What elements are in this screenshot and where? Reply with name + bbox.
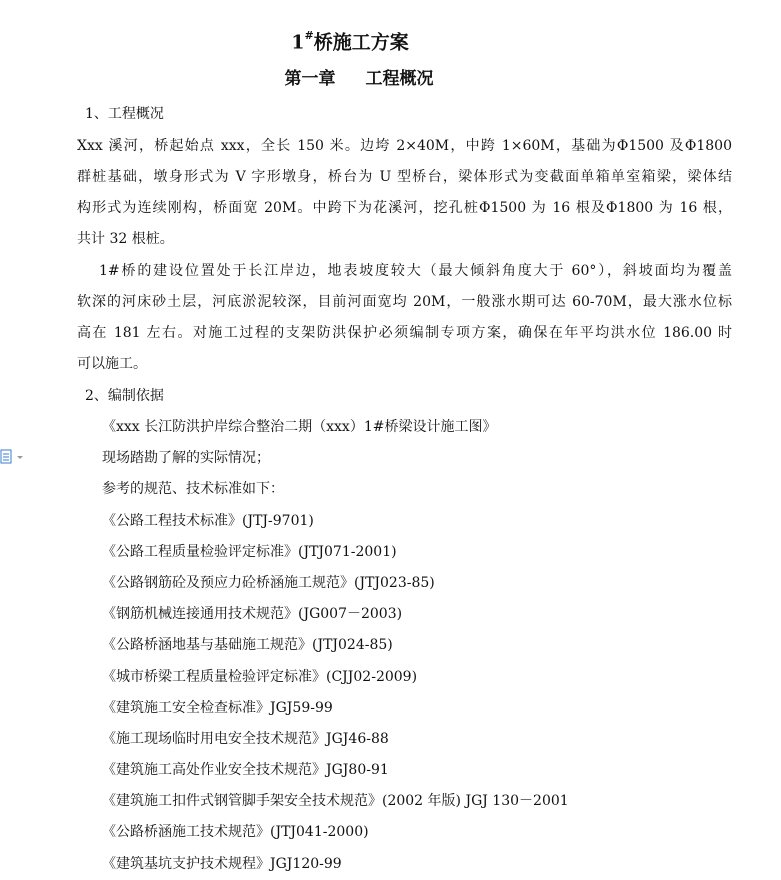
overview-paragraph (77, 131, 732, 255)
basis-list (102, 412, 569, 880)
list-item: 《公路工程技术标准》(JTJ-9701) (102, 512, 314, 529)
paragraph-line: 共计 32 根桩。 (77, 231, 174, 247)
document-icon[interactable] (0, 448, 26, 466)
list-item: 《钢筋机械连接通用技术规范》(JG007－2003) (102, 606, 403, 623)
list-item: 《建筑基坑支护技术规程》JGJ120-99 (102, 855, 342, 872)
paragraph-line: 群桩基础，墩身形式为 V 字形墩身，桥台为 U 型桥台，梁体形式为变截面单箱单室箱梁，梁体结 (77, 169, 732, 185)
chapter-number: 第一章 (284, 69, 336, 89)
list-item: 《xxx 长江防洪护岸综合整治二期（xxx）1#桥梁设计施工图》 (102, 419, 497, 435)
section-heading-basis: 2、编制依据 (85, 388, 164, 404)
list-item: 《建筑施工安全检查标准》JGJ59-99 (102, 699, 333, 716)
paragraph-line: 高在 181 左右。对施工过程的支架防洪保护必须编制专项方案，确保在年平均洪水位 186.00 时 (77, 325, 732, 341)
paragraph-line: 构形式为连续刚构，桥面宽 20M。中跨下为花溪河，挖孔桩Φ1500 为 16 根及Φ1800 为 16 根， (77, 200, 732, 216)
section-heading-overview: 1、工程概况 (85, 106, 164, 122)
list-item: 《建筑施工扣件式钢管脚手架安全技术规范》(2002 年版) JGJ 130－2001 (102, 793, 569, 810)
list-item: 《公路桥涵施工技术规范》(JTJ041-2000) (102, 824, 369, 841)
paragraph-line: 可以施工。 (77, 356, 147, 372)
list-item: 《建筑施工高处作业安全技术规范》JGJ80-91 (102, 762, 389, 779)
list-item: 《城市桥梁工程质量检验评定标准》(CJJ02-2009) (102, 668, 418, 685)
document-title: 1#桥施工方案 (291, 29, 409, 54)
list-item: 现场踏勘了解的实际情况； (102, 450, 270, 467)
location-paragraph (77, 256, 732, 380)
chapter-title (0, 66, 718, 92)
paragraph-line: Xxx 溪河，桥起始点 xxx，全长 150 米。边垮 2×40M，中跨 1×60M，基础为Φ1500 及Φ1800 (77, 138, 732, 154)
list-item: 《施工现场临时用电安全技术规范》JGJ46-88 (102, 730, 389, 747)
chapter-name: 工程概况 (365, 69, 434, 89)
list-item: 《公路桥涵地基与基础施工规范》(JTJ024-85) (102, 637, 393, 654)
list-item: 《公路钢筋砼及预应力砼桥涵施工规范》(JTJ023-85) (102, 574, 435, 591)
list-item: 《公路工程质量检验评定标准》(JTJ071-2001) (102, 543, 397, 560)
paragraph-line: 软深的河床砂土层，河底淤泥较深，目前河面宽均 20M，一般涨水期可达 60-70M，最大涨水位标 (77, 294, 732, 310)
paragraph-line: 1#桥的建设位置处于长江岸边，地表坡度较大（最大倾斜角度大于 60°），斜坡面均为覆盖 (99, 263, 732, 279)
list-item: 参考的规范、技术标准如下： (102, 481, 284, 498)
